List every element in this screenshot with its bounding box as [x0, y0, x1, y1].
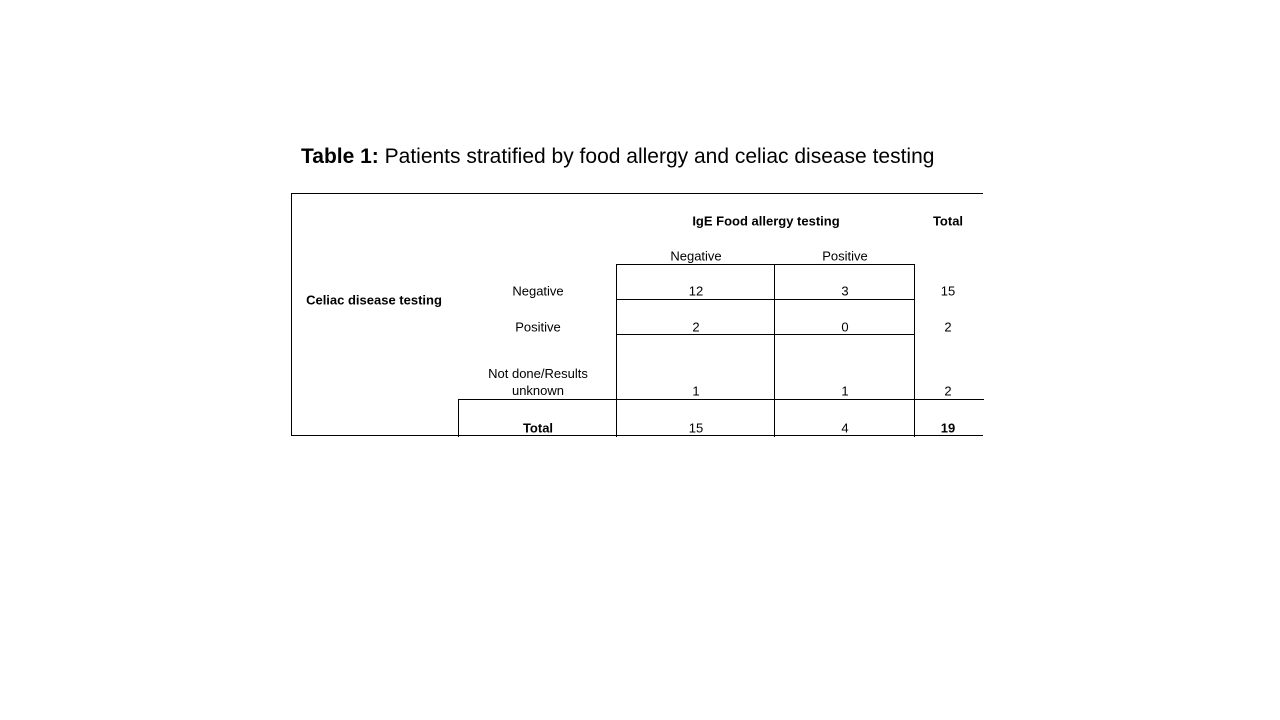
- grid-line-col-negative-left: [616, 264, 617, 437]
- column-header-negative: Negative: [670, 248, 722, 264]
- table-title-text: Patients stratified by food allergy and celiac disease testing: [378, 145, 935, 168]
- table-cell: 15: [688, 420, 704, 436]
- table-cell: 3: [841, 283, 849, 299]
- total-column-header: Total: [932, 213, 964, 229]
- row-label-positive: Positive: [515, 319, 561, 335]
- grand-total: 19: [940, 420, 956, 436]
- grid-line-col-total-left: [914, 264, 915, 437]
- table-cell: 2: [692, 319, 700, 335]
- row-label-not-done: Not done/Results unknown: [488, 366, 588, 398]
- table-cell: 4: [841, 420, 849, 436]
- row-group-header: Celiac disease testing: [306, 292, 442, 308]
- row-label-negative: Negative: [512, 283, 564, 299]
- total-row-label: Total: [522, 420, 554, 436]
- row-total: 2: [944, 383, 952, 399]
- grid-line-row2-bottom: [616, 334, 915, 335]
- table-cell: 1: [841, 383, 849, 399]
- grid-line-total-top: [458, 399, 984, 400]
- column-group-header: IgE Food allergy testing: [692, 213, 840, 229]
- row-total: 15: [940, 283, 956, 299]
- grid-line-header-bottom: [616, 264, 915, 265]
- table-title: [301, 143, 934, 171]
- grid-line-row1-bottom: [616, 299, 915, 300]
- table-cell: 0: [841, 319, 849, 335]
- column-header-positive: Positive: [822, 248, 868, 264]
- table-cell: 1: [692, 383, 700, 399]
- grid-line-total-row-left: [458, 399, 459, 437]
- grid-line-col-positive-left: [774, 264, 775, 437]
- table-cell: 12: [688, 283, 704, 299]
- row-total: 2: [944, 319, 952, 335]
- table-title-prefix: Table 1:: [301, 145, 379, 168]
